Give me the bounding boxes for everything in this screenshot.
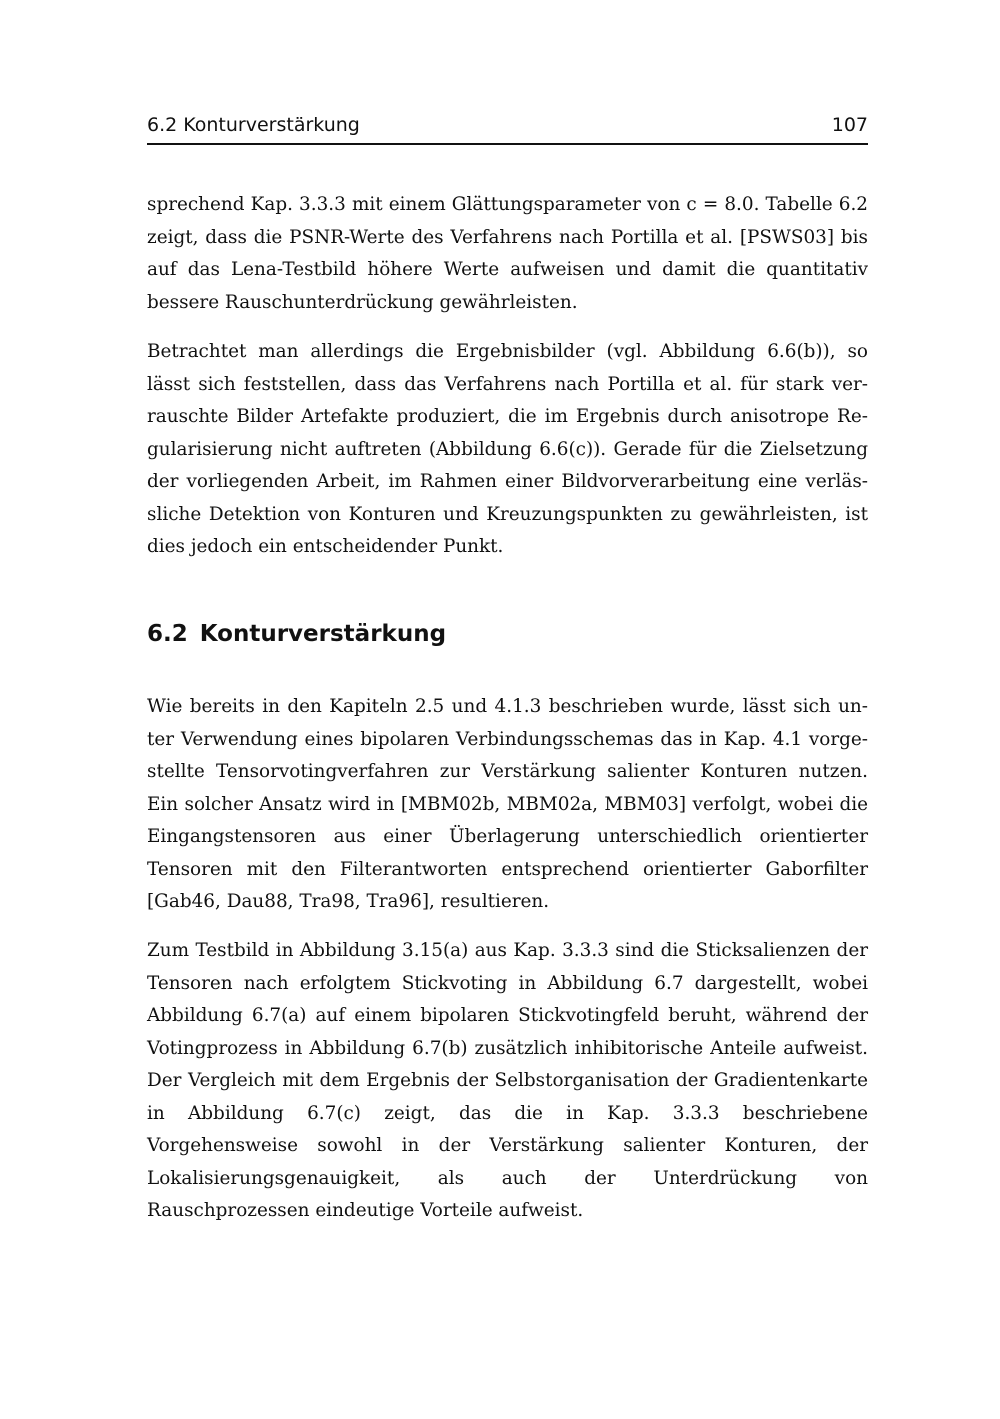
paragraph-4: Zum Testbild in Abbildung 3.15(a) aus Kap. 3.3.3 sind die Sticksalienzen der Tensoren nach erfolgtem Stickvoting in Abbildung 6.7 dargestellt, wobei Abbildung 6.7(a) auf einem bipolaren Stickvotingfeld beruht, während der Votingprozess in Abbildung 6.7(b) zusätzlich inhibitorische Anteile aufweist. Der Vergleich mit dem Ergebnis der Selbstorganisation der Gradientenkarte in Abbildung 6.7(c) zeigt, das die in Kap. 3.3.3 beschriebene Vorgehensweise sowohl in der Verstärkung salienter Konturen, der Lokalisierungsgenauigkeit, als auch der Unterdrückung von Rauschprozessen eindeutige Vorteile aufweist. [147,940,868,1221]
paragraph-3: Wie bereits in den Kapiteln 2.5 und 4.1.3 beschrieben wurde, lässt sich unter Verwendung eines bipolaren Verbindungsschemas das in Kap. 4.1 vorgestellte Tensorvotingverfahren zur Verstärkung salienter Konturen nutzen. Ein solcher Ansatz wird in [MBM02b, MBM02a, MBM03] verfolgt, wobei die Eingangstensoren aus einer Überlagerung unterschiedlich orientierter Tensoren mit den Filterantworten entsprechend orientierter Gaborfilter [Gab46, Dau88, Tra98, Tra96], resultieren. [147,696,868,912]
paragraph-1: sprechend Kap. 3.3.3 mit einem Glättungsparameter von c = 8.0. Tabelle 6.2 zeigt, dass die PSNR-Werte des Verfahrens nach Portilla et al. [PSWS03] bis auf das Lena-Testbild höhere Werte aufweisen und damit die quantitativ bessere Rauschunterdrückung gewährleisten. [147,194,868,313]
paragraph-2: Betrachtet man allerdings die Ergebnisbilder (vgl. Abbildung 6.6(b)), so lässt sich feststellen, dass das Verfahrens nach Portilla et al. für stark verrauschte Bilder Artefakte produziert, die im Ergebnis durch anisotrope Regularisierung nicht auftreten (Abbildung 6.6(c)). Gerade für die Zielsetzung der vorliegenden Arbeit, im Rahmen einer Bildvorverarbeitung eine verlässliche Detektion von Konturen und Kreuzungspunkten zu gewährleisten, ist dies jedoch ein entscheidender Punkt. [147,341,868,557]
section-title: Konturverstärkung [199,621,447,647]
page-number: 107 [831,114,868,136]
running-header [147,112,868,145]
section-number: 6.2 [147,621,188,647]
section-heading [147,616,446,652]
running-header-section: 6.2 Konturverstärkung [147,114,360,136]
